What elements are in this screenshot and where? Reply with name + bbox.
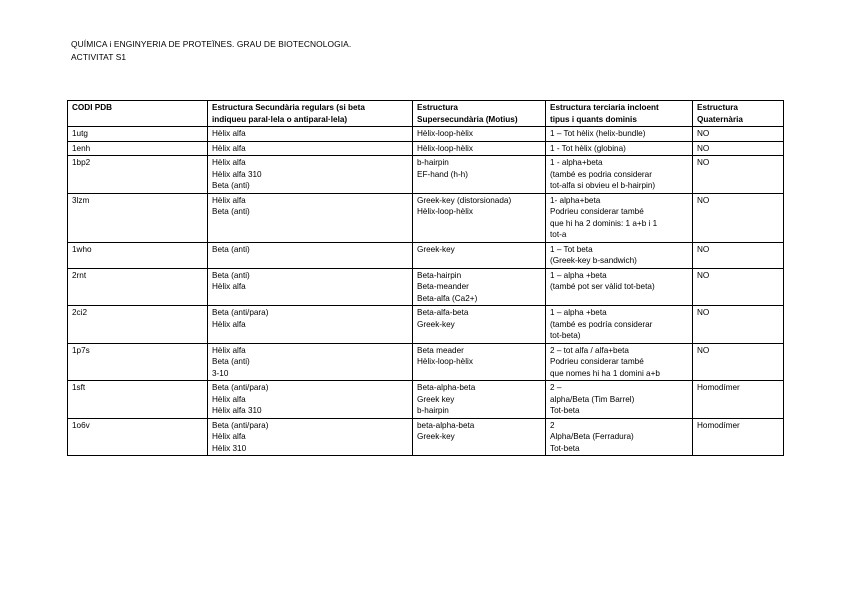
cell-text: Hèlix alfa 310 xyxy=(212,406,262,415)
table-row xyxy=(68,343,784,381)
cell-text: 3-10 xyxy=(212,368,229,378)
document-title: QUÍMICA i ENGINYERIA DE PROTEÏNES. GRAU DE BIOTECNOLOGIA. xyxy=(71,39,352,49)
cell-secondary-structure xyxy=(208,343,413,381)
header-text: Supersecundària (Motius) xyxy=(417,114,518,124)
cell-supersecondary-structure xyxy=(413,242,546,268)
header-secondary-structure xyxy=(208,101,413,127)
cell-quaternary-structure xyxy=(693,127,784,142)
cell-text: alpha/Beta (Tim Barrel) xyxy=(550,394,635,404)
cell-quaternary-structure xyxy=(693,343,784,381)
header-quaternary-structure xyxy=(693,101,784,127)
cell-text: NO xyxy=(697,143,710,153)
cell-text: Hèlix 310 xyxy=(212,443,247,453)
table-body xyxy=(68,127,784,456)
cell-text: Hèlix alfa xyxy=(212,143,246,153)
cell-pdb-code xyxy=(68,306,208,344)
cell-text: Hèlix alfa xyxy=(212,345,246,355)
cell-text: Beta (anti/para) xyxy=(212,383,269,392)
table-row xyxy=(68,156,784,194)
cell-pdb-code xyxy=(68,268,208,306)
cell-text: 1 – alpha +beta xyxy=(550,308,607,317)
cell-text: Beta-alpha-beta xyxy=(417,383,476,392)
header-text: indiqueu paral·lela o antiparal·lela) xyxy=(212,114,348,124)
cell-pdb-code xyxy=(68,141,208,156)
cell-pdb-code xyxy=(68,343,208,381)
cell-pdb-code xyxy=(68,242,208,268)
cell-text: NO xyxy=(697,345,710,355)
cell-secondary-structure xyxy=(208,418,413,456)
cell-text: 1 – Tot beta xyxy=(550,244,593,254)
header-text: tipus i quants dominis xyxy=(550,114,637,124)
cell-text: 1p7s xyxy=(72,345,90,355)
cell-text: Hèlix alfa xyxy=(212,319,246,329)
cell-text: 1 – alpha +beta xyxy=(550,270,607,280)
cell-text: Greek-key xyxy=(417,244,455,254)
cell-text: 3lzm xyxy=(72,195,90,205)
cell-text: Hèlix-loop-hèlix xyxy=(417,207,473,216)
cell-tertiary-structure xyxy=(546,242,693,268)
cell-secondary-structure xyxy=(208,268,413,306)
cell-quaternary-structure xyxy=(693,141,784,156)
activity-label: ACTIVITAT S1 xyxy=(71,52,127,62)
cell-text: tot-alfa si obvieu el b-hairpin) xyxy=(550,181,656,190)
cell-text: NO xyxy=(697,195,710,205)
cell-text: Podrieu considerar també xyxy=(550,207,644,216)
cell-text: que nomes hi ha 1 domini a+b xyxy=(550,368,660,378)
cell-text: (també es podría considerar xyxy=(550,319,653,329)
cell-secondary-structure xyxy=(208,127,413,142)
cell-text: 1o6v xyxy=(72,420,90,430)
header-text: Estructura xyxy=(697,103,738,112)
cell-text: Beta (anti) xyxy=(212,357,250,366)
cell-quaternary-structure xyxy=(693,306,784,344)
header-text: Estructura terciaria incloent xyxy=(550,103,659,112)
cell-text: Hèlix alfa xyxy=(212,129,246,138)
cell-text: Hèlix alfa 310 xyxy=(212,169,262,179)
cell-tertiary-structure xyxy=(546,156,693,194)
cell-text: Beta (anti) xyxy=(212,244,250,254)
cell-secondary-structure xyxy=(208,381,413,419)
table-header xyxy=(68,101,784,127)
cell-text: Hèlix alfa xyxy=(212,158,246,167)
cell-text: beta-alpha-beta xyxy=(417,420,475,430)
cell-pdb-code xyxy=(68,381,208,419)
cell-text: que hi ha 2 dominis: 1 a+b i 1 xyxy=(550,218,658,228)
cell-supersecondary-structure xyxy=(413,418,546,456)
cell-text: 2 xyxy=(550,420,555,430)
cell-text: (també pot ser vàlid tot-beta) xyxy=(550,282,655,291)
cell-text: Homodímer xyxy=(697,383,740,392)
cell-text: Greek-key xyxy=(417,319,455,329)
cell-pdb-code xyxy=(68,127,208,142)
cell-supersecondary-structure xyxy=(413,268,546,306)
cell-text: 1utg xyxy=(72,129,88,138)
cell-tertiary-structure xyxy=(546,381,693,419)
cell-tertiary-structure xyxy=(546,343,693,381)
cell-text: 1 – Tot hèlix (helix-bundle) xyxy=(550,129,646,138)
table-row xyxy=(68,381,784,419)
cell-quaternary-structure xyxy=(693,242,784,268)
cell-secondary-structure xyxy=(208,306,413,344)
table-row xyxy=(68,193,784,242)
cell-tertiary-structure xyxy=(546,127,693,142)
cell-text: 1sft xyxy=(72,383,86,392)
cell-text: Beta-meander xyxy=(417,282,469,291)
table-row xyxy=(68,418,784,456)
cell-text: Hèlix alfa xyxy=(212,432,246,441)
cell-pdb-code xyxy=(68,156,208,194)
table-row xyxy=(68,268,784,306)
cell-text: Beta meader xyxy=(417,345,464,355)
cell-text: Beta-alfa-beta xyxy=(417,308,469,317)
cell-pdb-code xyxy=(68,418,208,456)
cell-text: Beta (anti/para) xyxy=(212,420,269,430)
cell-text: Hèlix alfa xyxy=(212,195,246,205)
cell-text: b-hairpin xyxy=(417,406,449,415)
cell-text: 1- alpha+beta xyxy=(550,195,601,205)
header-text: CODI PDB xyxy=(72,103,113,112)
cell-text: Beta (anti) xyxy=(212,207,250,216)
cell-text: Homodímer xyxy=(697,420,740,430)
cell-text: 1bp2 xyxy=(72,158,91,167)
header-text: Quaternària xyxy=(697,114,743,124)
cell-text: tot-a xyxy=(550,230,567,239)
cell-text: Podrieu considerar també xyxy=(550,357,644,366)
cell-supersecondary-structure xyxy=(413,127,546,142)
cell-quaternary-structure xyxy=(693,418,784,456)
cell-text: Greek key xyxy=(417,394,455,404)
cell-text: 2 – xyxy=(550,383,562,392)
cell-text: b-hairpin xyxy=(417,158,449,167)
cell-text: tot-beta) xyxy=(550,331,581,340)
cell-text: NO xyxy=(697,129,710,138)
cell-text: (Greek-key b-sandwich) xyxy=(550,256,637,265)
cell-text: 1who xyxy=(72,244,92,254)
header-text: Estructura Secundària regulars (si beta xyxy=(212,103,365,112)
cell-text: NO xyxy=(697,244,710,254)
cell-text: Greek-key xyxy=(417,432,455,441)
table-row xyxy=(68,242,784,268)
cell-supersecondary-structure xyxy=(413,141,546,156)
cell-quaternary-structure xyxy=(693,381,784,419)
cell-text: 1 - Tot hèlix (globina) xyxy=(550,143,626,153)
document-header xyxy=(71,38,351,64)
protein-structure-table xyxy=(67,100,784,456)
cell-quaternary-structure xyxy=(693,268,784,306)
cell-text: Beta-alfa (Ca2+) xyxy=(417,293,478,303)
cell-text: NO xyxy=(697,308,710,317)
cell-tertiary-structure xyxy=(546,141,693,156)
cell-supersecondary-structure xyxy=(413,343,546,381)
header-tertiary-structure xyxy=(546,101,693,127)
cell-tertiary-structure xyxy=(546,193,693,242)
cell-text: Beta (anti) xyxy=(212,270,250,280)
cell-text: Hèlix alfa xyxy=(212,394,246,404)
cell-text: 2ci2 xyxy=(72,308,88,317)
header-supersecondary-structure xyxy=(413,101,546,127)
header-text: Estructura xyxy=(417,103,458,112)
table-row xyxy=(68,127,784,142)
cell-tertiary-structure xyxy=(546,306,693,344)
cell-supersecondary-structure xyxy=(413,156,546,194)
cell-text: 1 - alpha+beta xyxy=(550,158,603,167)
cell-text: Tot-beta xyxy=(550,443,580,453)
cell-text: Beta-hairpin xyxy=(417,270,462,280)
cell-tertiary-structure xyxy=(546,268,693,306)
cell-text: Beta (anti) xyxy=(212,181,250,190)
cell-supersecondary-structure xyxy=(413,193,546,242)
cell-tertiary-structure xyxy=(546,418,693,456)
cell-quaternary-structure xyxy=(693,193,784,242)
cell-secondary-structure xyxy=(208,193,413,242)
table-row xyxy=(68,141,784,156)
cell-text: NO xyxy=(697,158,710,167)
cell-supersecondary-structure xyxy=(413,306,546,344)
cell-secondary-structure xyxy=(208,141,413,156)
cell-supersecondary-structure xyxy=(413,381,546,419)
cell-text: Hèlix-loop-hèlix xyxy=(417,357,473,366)
cell-text: Hèlix-loop-hèlix xyxy=(417,129,473,138)
cell-text: Beta (anti/para) xyxy=(212,308,269,317)
cell-text: Alpha/Beta (Ferradura) xyxy=(550,432,634,441)
cell-text: Greek-key (distorsionada) xyxy=(417,195,512,205)
cell-text: Tot-beta xyxy=(550,406,580,415)
cell-text: 2rnt xyxy=(72,270,87,280)
cell-text: EF-hand (h-h) xyxy=(417,169,468,179)
cell-text: NO xyxy=(697,270,710,280)
cell-text: 1enh xyxy=(72,143,91,153)
header-row xyxy=(68,101,784,127)
header-pdb-code xyxy=(68,101,208,127)
cell-text: Hèlix alfa xyxy=(212,282,246,291)
cell-secondary-structure xyxy=(208,156,413,194)
cell-text: 2 – tot alfa / alfa+beta xyxy=(550,345,629,355)
cell-text: (també es podria considerar xyxy=(550,169,652,179)
cell-quaternary-structure xyxy=(693,156,784,194)
cell-secondary-structure xyxy=(208,242,413,268)
cell-pdb-code xyxy=(68,193,208,242)
table-row xyxy=(68,306,784,344)
cell-text: Hèlix-loop-hèlix xyxy=(417,143,473,153)
